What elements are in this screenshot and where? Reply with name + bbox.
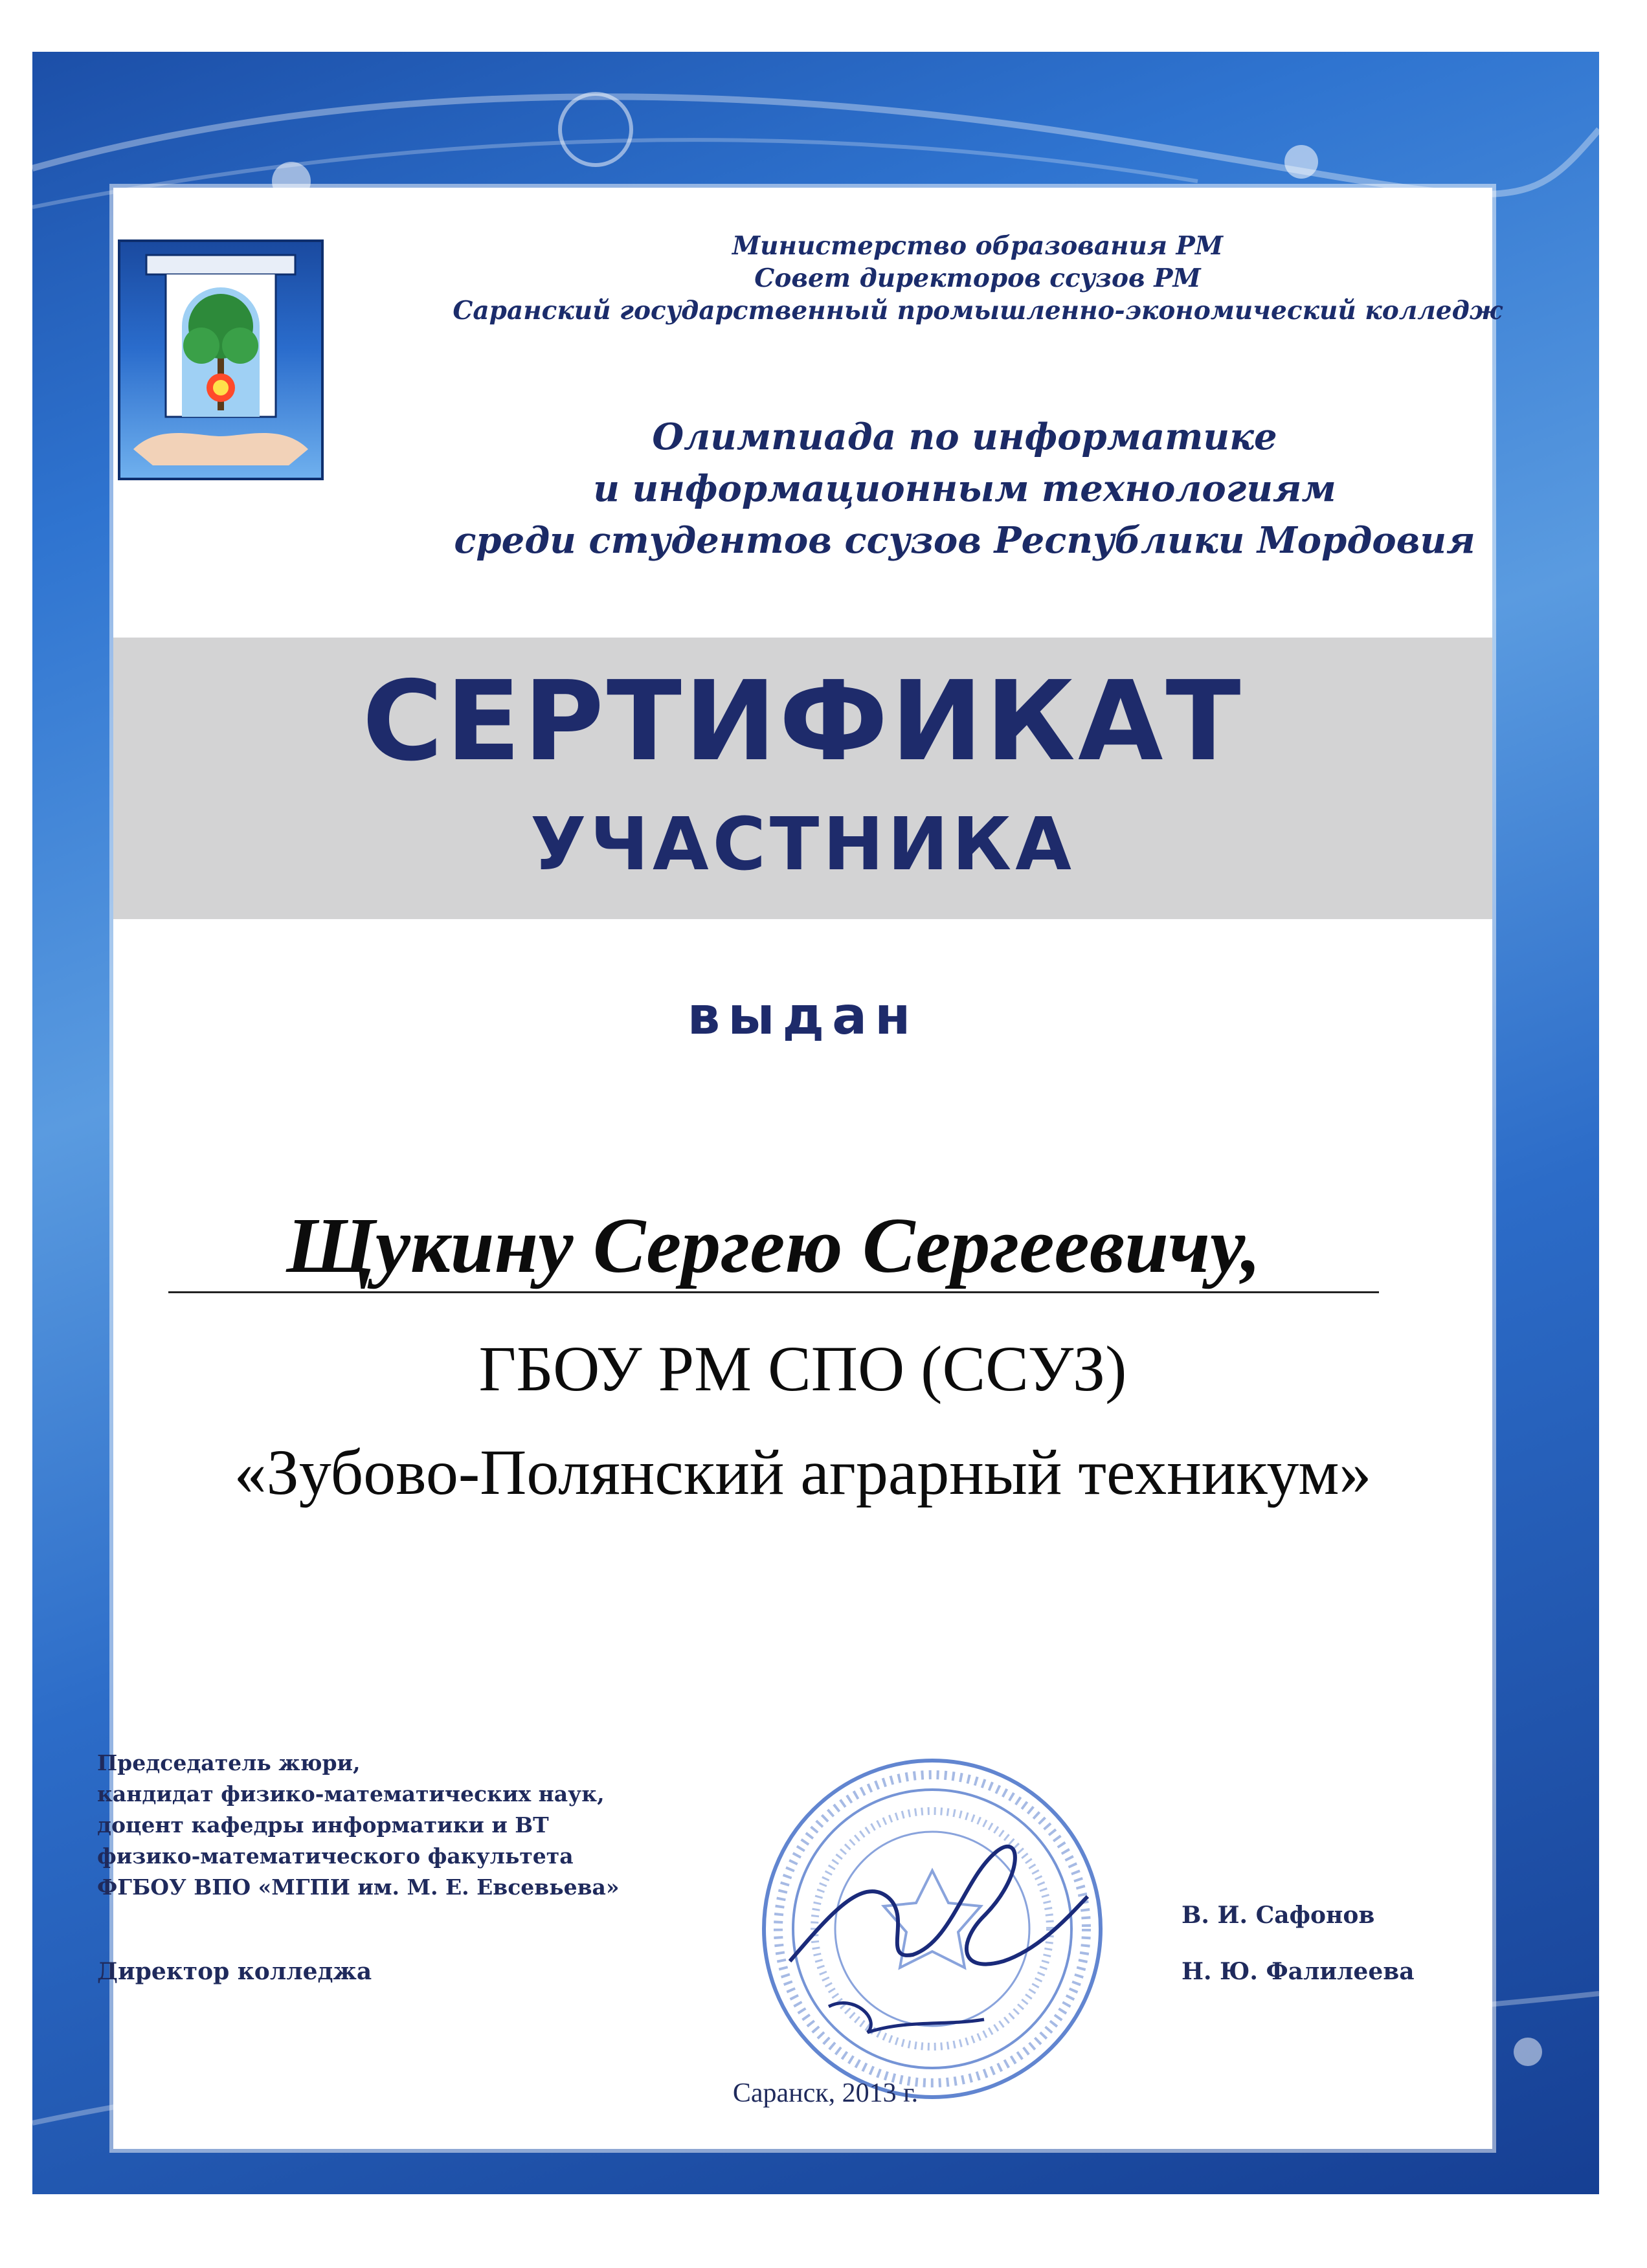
olympiad-line-2: и информационным технологиям (593, 467, 1336, 510)
jury-chair-block (97, 1748, 809, 1903)
olympiad-line-1: Олимпиада по информатике (652, 416, 1277, 458)
chair-title-line: Председатель жюри, (97, 1750, 361, 1775)
chair-name: В. И. Сафонов (1182, 1902, 1375, 1929)
chair-position-line: доцент кафедры информатики и ВТ (97, 1812, 549, 1838)
chair-university-line: ФГБОУ ВПО «МГПИ им. М. Е. Евсевьева» (97, 1874, 620, 1900)
city-year: Саранск, 2013 г. (732, 2078, 919, 2108)
olympiad-line-3: среди студентов ссузов Республики Мордовия (454, 519, 1475, 562)
chair-faculty-line: физико-математического факультета (97, 1843, 574, 1869)
director-label: Директор колледжа (97, 1958, 372, 1985)
director-name: Н. Ю. Фалилеева (1182, 1958, 1415, 1985)
recipient-name: Щукину Сергею Сергеевичу, (168, 1201, 1379, 1293)
institution-line-2: «Зубово-Полянский аграрный техникум» (234, 1436, 1372, 1508)
certificate-subtitle: УЧАСТНИКА (530, 803, 1075, 887)
issued-label: выдан (687, 986, 919, 1046)
certificate-title: СЕРТИФИКАТ (362, 658, 1244, 786)
ministry-line: Министерство образования РМ (732, 231, 1224, 261)
institution-line-1: ГБОУ РМ СПО (ССУЗ) (478, 1333, 1127, 1405)
college-line: Саранский государственный промышленно-экономический колледж (453, 296, 1503, 326)
official-stamp (751, 1748, 1114, 2110)
council-line: Совет директоров ссузов РМ (754, 263, 1201, 293)
chair-degree-line: кандидат физико-математических наук, (97, 1781, 605, 1807)
